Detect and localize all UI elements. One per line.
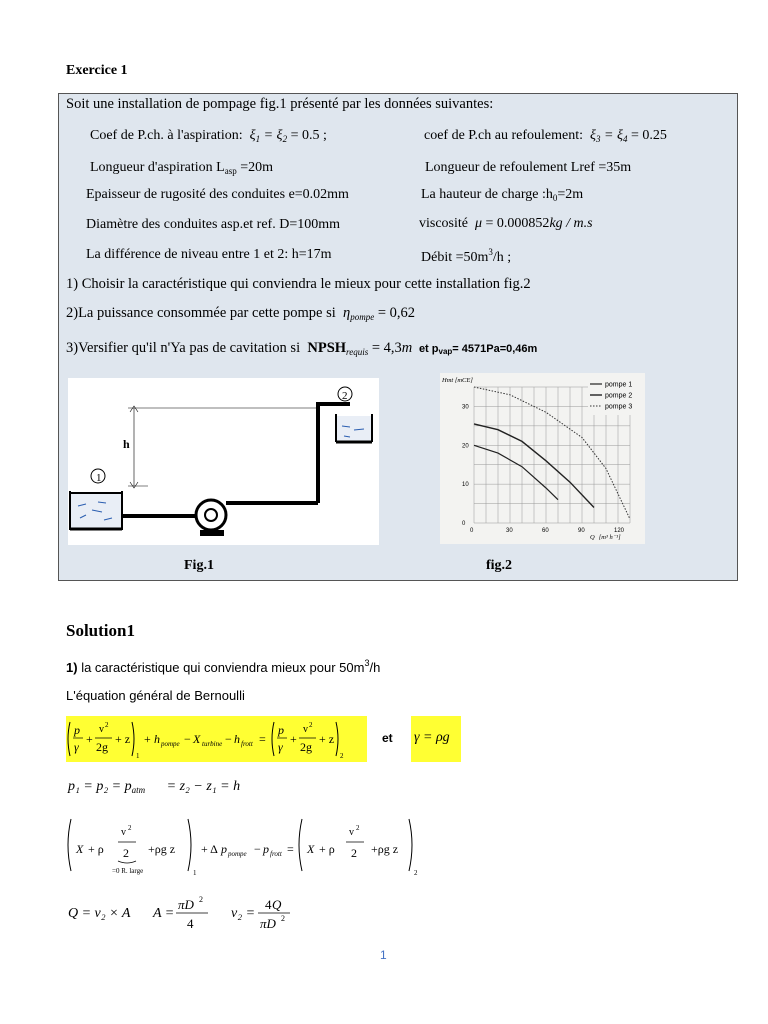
svg-text:=: = — [287, 842, 294, 856]
svg-text:X: X — [307, 842, 315, 856]
fig1-caption: Fig.1 — [184, 558, 214, 573]
svg-text:1: 1 — [136, 752, 140, 760]
svg-text:frott: frott — [270, 850, 282, 858]
legend-label: pompe 2 — [605, 392, 633, 400]
bernoulli-pressure-equation — [66, 815, 426, 879]
x-tick-label: 30 — [506, 528, 513, 534]
pressure-equation: $p_1 = p_2 = p_{atm} = z_2 - z_1 = h$ — [68, 779, 241, 795]
x-tick-label: 60 — [542, 528, 549, 534]
chart-ylabel: Hmt [mCE] — [442, 377, 473, 384]
coef-refoulement: coef de P.ch au refoulement: $\xi_3 = \xi_4 = 0.25$ — [424, 128, 667, 144]
gamma-equation: γ = ρg — [414, 730, 450, 745]
svg-text:γ: γ — [278, 740, 283, 754]
et-label: et — [382, 731, 393, 745]
svg-text:+ ρ: + ρ — [88, 842, 104, 856]
svg-text:v: v — [349, 827, 354, 838]
svg-text:1: 1 — [193, 869, 197, 877]
longueur-aspiration: Longueur d'aspiration $L_{asp} =20m$ — [90, 160, 274, 176]
svg-text:+ρg z: +ρg z — [371, 842, 399, 856]
y-tick-label: 0 — [462, 521, 466, 527]
flow-equation: Q = v₂ × A — [68, 906, 131, 921]
svg-text:=: = — [259, 732, 266, 746]
solution-step-1: 1) la caractéristique qui conviendra mieux pour $50m^3/h$ — [66, 658, 381, 675]
hauteur-charge: La hauteur de charge $:h_0=2m$ — [421, 187, 584, 203]
fig1-pump-installation — [68, 378, 379, 545]
x-tick-label: 90 — [578, 528, 585, 534]
y-tick-label: 10 — [462, 482, 469, 489]
svg-text:γ: γ — [74, 740, 79, 754]
svg-text:+ρg z: +ρg z — [148, 842, 176, 856]
legend-label: pompe 3 — [605, 403, 633, 411]
area-equation: A = — [153, 906, 175, 921]
solution-title: Solution1 — [66, 621, 135, 640]
question-1: 1) Choisir la caractéristique qui conviendra le mieux pour cette installation fig.2 — [66, 276, 531, 292]
y-tick-label: 20 — [462, 443, 469, 450]
svg-text:v: v — [121, 827, 126, 838]
chart-xlabel: Q [m³ h⁻¹] — [590, 534, 621, 541]
svg-text:−: − — [254, 842, 261, 856]
x-tick-label: 0 — [470, 528, 474, 534]
svg-text:2: 2 — [340, 752, 344, 760]
svg-text:+ z: + z — [115, 732, 131, 746]
svg-text:+ Δ: + Δ — [201, 842, 218, 856]
svg-text:4: 4 — [187, 916, 194, 931]
svg-text:−: − — [225, 732, 232, 746]
chart-legend — [588, 377, 642, 415]
bernoulli-heading: L'équation général de Bernoulli — [66, 688, 245, 703]
svg-text:−: − — [184, 732, 191, 746]
fig2-pump-curves-chart — [440, 373, 645, 544]
area-fraction — [176, 893, 210, 933]
svg-text:Q: Q — [272, 897, 282, 912]
page-number: 1 — [380, 948, 387, 962]
svg-text:+: + — [144, 732, 151, 746]
question-2: 2)La puissance consommée par cette pompe si $\eta_{pompe} = 0,62$ — [66, 305, 416, 322]
svg-text:2: 2 — [309, 721, 313, 729]
svg-text:2: 2 — [199, 895, 203, 904]
svg-text:2: 2 — [356, 824, 360, 832]
svg-text:4: 4 — [265, 897, 272, 912]
x-tick-label: 120 — [614, 528, 625, 534]
statement-intro: Soit une installation de pompage fig.1 présenté par les données suivantes: — [66, 96, 494, 112]
legend-label: pompe 1 — [605, 381, 633, 389]
svg-text:h: h — [154, 732, 160, 746]
svg-text:X: X — [193, 732, 201, 746]
fig1-h-label: h — [123, 437, 130, 451]
debit: Débit $=50m^3/h$ ; — [421, 247, 512, 265]
svg-text:+ ρ: + ρ — [319, 842, 335, 856]
svg-text:+ z: + z — [319, 732, 335, 746]
diametre: Diamètre des conduites asp.et ref. D=100mm — [86, 217, 340, 232]
svg-text:pompe: pompe — [228, 850, 247, 858]
difference-niveau: La différence de niveau entre 1 et 2: h=17m — [86, 247, 332, 262]
svg-text:2: 2 — [123, 846, 129, 860]
velocity-equation: v₂ = — [231, 906, 256, 921]
rlarge-note: =0 R. large — [112, 867, 144, 875]
svg-text:πD: πD — [178, 897, 194, 912]
fig1-label-2: 2 — [342, 390, 348, 402]
rugosite: Epaisseur de rugosité des conduites e=0.02mm — [86, 187, 349, 202]
svg-text:2g: 2g — [96, 740, 108, 754]
exercise-title: Exercice 1 — [66, 63, 128, 78]
velocity-fraction — [258, 893, 292, 933]
svg-text:p: p — [263, 842, 269, 856]
svg-text:πD: πD — [260, 916, 276, 931]
svg-text:2: 2 — [105, 721, 109, 729]
question-3: 3)Versifier qu'il n'Ya pas de cavitation si $NPSH_{requis} = 4,3m$ et pvap= 4571Pa=0,46m — [66, 340, 538, 357]
svg-text:2: 2 — [414, 869, 418, 877]
svg-text:X: X — [76, 842, 84, 856]
svg-text:2: 2 — [351, 846, 357, 860]
svg-text:2: 2 — [281, 914, 285, 923]
svg-text:2g: 2g — [300, 740, 312, 754]
longueur-refoulement: Longueur de refoulement Lref =35m — [425, 160, 632, 175]
svg-text:p: p — [74, 723, 80, 737]
svg-text:frott: frott — [241, 740, 253, 748]
viscosite: viscosité μ = 0.000852kg / m.s — [419, 216, 593, 231]
svg-text:+: + — [86, 732, 93, 746]
fig1-label-1: 1 — [96, 472, 102, 484]
svg-text:p: p — [278, 723, 284, 737]
svg-text:pompe: pompe — [161, 740, 180, 748]
coef-aspiration: Coef de P.ch. à l'aspiration: $\xi_1 = \xi_2 = 0.5$ ; — [90, 128, 327, 144]
svg-text:v: v — [99, 724, 104, 735]
y-tick-label: 30 — [462, 404, 469, 411]
fig2-caption: fig.2 — [486, 558, 513, 573]
svg-text:turbine: turbine — [202, 740, 223, 748]
svg-text:p: p — [221, 842, 227, 856]
svg-text:2: 2 — [128, 824, 132, 832]
svg-text:h: h — [234, 732, 240, 746]
bernoulli-equation — [66, 716, 367, 762]
svg-text:+: + — [290, 732, 297, 746]
svg-text:v: v — [303, 724, 308, 735]
